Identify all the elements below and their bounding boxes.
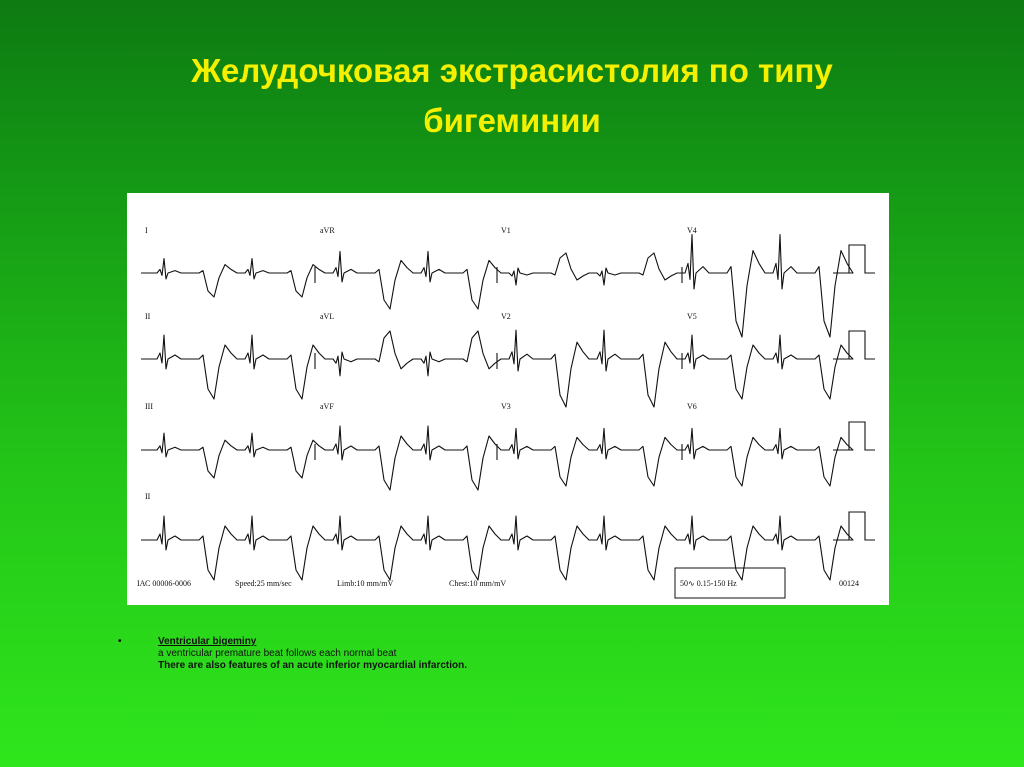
- calibration-pulse: [839, 331, 875, 359]
- title-line-1: Желудочковая экстрасистолия по типу: [191, 52, 833, 89]
- calibration-pulse: [839, 422, 875, 450]
- lead-label: aVR: [320, 226, 335, 235]
- title-line-2: бигеминии: [423, 102, 601, 139]
- lead-label: II: [145, 492, 151, 501]
- caption-line-1: a ventricular premature beat follows each normal beat: [158, 648, 397, 659]
- lead-label: III: [145, 402, 153, 411]
- lead-label: V3: [501, 402, 511, 411]
- lead-label: I: [145, 226, 148, 235]
- footer-filter: 50∿ 0.15-150 Hz: [680, 579, 737, 588]
- lead-label: V5: [687, 312, 697, 321]
- caption-line-2: There are also features of an acute inferior myocardial infarction.: [158, 660, 467, 671]
- ecg-tracing: [127, 193, 889, 605]
- footer-id: IАС 00006-0006: [137, 579, 192, 588]
- footer-code: 00124: [839, 579, 859, 588]
- bullet-dot: •: [118, 636, 122, 647]
- lead-label: aVL: [320, 312, 335, 321]
- footer-chest: Chest:10 mm/mV: [449, 579, 507, 588]
- ecg-trace-row: [141, 235, 853, 337]
- footer-speed: Speed:25 mm/sec: [235, 579, 292, 588]
- lead-label: II: [145, 312, 151, 321]
- lead-label: V4: [687, 226, 697, 235]
- calibration-pulse: [839, 512, 875, 540]
- lead-label: V1: [501, 226, 511, 235]
- slide-title: [60, 46, 964, 146]
- lead-label: aVF: [320, 402, 334, 411]
- ecg-trace-row: [141, 516, 853, 580]
- caption-heading: Ventricular bigeminy: [158, 636, 257, 647]
- lead-label: V2: [501, 312, 511, 321]
- caption-text: [158, 636, 467, 672]
- footer-limb: Limb:10 mm/mV: [337, 579, 394, 588]
- lead-label: V6: [687, 402, 697, 411]
- ecg-image: [127, 193, 889, 605]
